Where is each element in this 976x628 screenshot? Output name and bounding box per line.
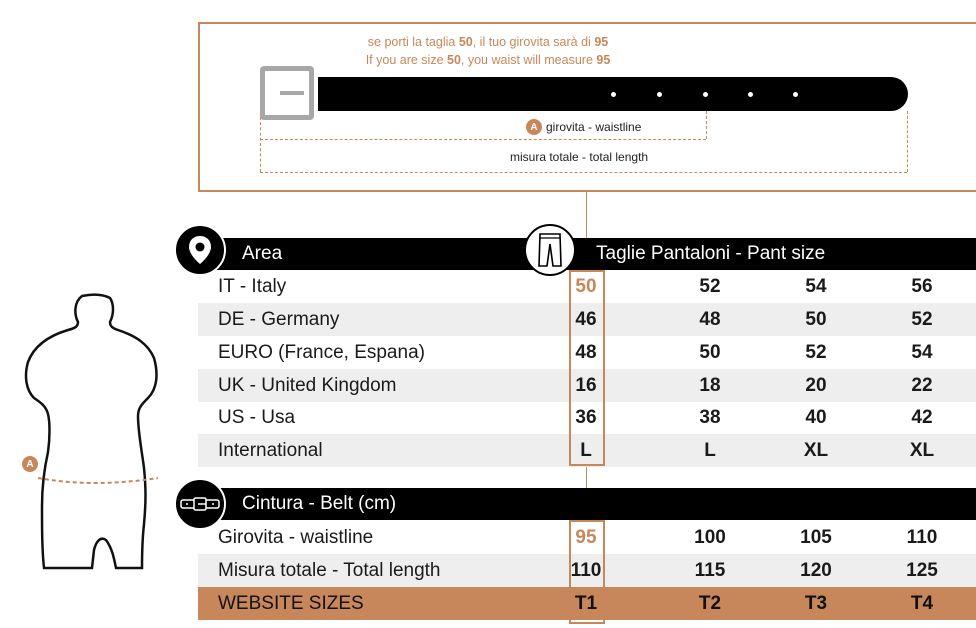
area-cell: UK - United Kingdom (218, 374, 397, 396)
waistline-label: girovita - waistline (546, 120, 642, 134)
area-cell: US - Usa (218, 406, 296, 428)
belt-hole (703, 92, 708, 97)
belt-cell: 105 (800, 526, 832, 548)
size-cell: 48 (575, 341, 597, 363)
caption-english (0, 53, 976, 67)
size-cell: 40 (805, 406, 827, 428)
size-cell: 52 (699, 275, 721, 297)
size-cell: 54 (805, 275, 827, 297)
area-cell: International (218, 439, 323, 461)
waistline-label-group (522, 119, 645, 135)
size-cell: 56 (911, 275, 933, 297)
badge-a-icon: A (22, 456, 38, 472)
belt-cell: 115 (694, 559, 726, 581)
website-sizes-label: WEBSITE SIZES (218, 592, 364, 614)
highlight-column-box (569, 520, 605, 624)
website-size-cell: T3 (804, 592, 828, 614)
size-cell: 52 (805, 341, 827, 363)
pant-size-header: Taglie Pantaloni - Pant size (596, 243, 826, 264)
size-cell: 38 (699, 406, 721, 428)
size-cell: XL (803, 439, 829, 461)
belt-hole (611, 92, 616, 97)
size-cell: 52 (911, 308, 933, 330)
pants-icon (524, 224, 576, 276)
caption-it-waist: 95 (594, 35, 609, 49)
caption-it-size: 50 (458, 35, 473, 49)
size-cell: 50 (805, 308, 827, 330)
size-cell: 46 (575, 308, 597, 330)
website-size-cell: T1 (574, 592, 598, 614)
belt-hole (793, 92, 798, 97)
total-length-left-line (260, 117, 261, 172)
area-header: Area (242, 243, 283, 264)
caption-en-text-2: , you waist will measure (460, 53, 597, 67)
website-size-cell: T2 (698, 592, 722, 614)
belt-cell: 110 (570, 559, 602, 581)
area-cell: DE - Germany (218, 308, 340, 330)
size-cell: 36 (575, 406, 597, 428)
area-cell: IT - Italy (218, 275, 287, 297)
size-cell: 42 (911, 406, 933, 428)
highlight-column-box (569, 270, 605, 466)
size-cell: XL (909, 439, 935, 461)
total-length-dimension-line (260, 172, 907, 173)
belt-row-label: Girovita - waistline (218, 526, 374, 548)
size-cell: 20 (805, 374, 827, 396)
belt-cell: 110 (906, 526, 938, 548)
buckle-prong (280, 91, 304, 95)
belt-hole (657, 92, 662, 97)
total-length-label: misura totale - total length (506, 150, 652, 164)
belt-header: Cintura - Belt (cm) (242, 493, 397, 514)
belt-hole (748, 92, 753, 97)
belt-cell: 120 (800, 559, 832, 581)
size-cell: L (704, 439, 716, 461)
caption-en-text-1: If you are size (365, 53, 447, 67)
belt-cell: 125 (906, 559, 938, 581)
pant-table-header-bar (198, 238, 976, 270)
size-cell: 18 (699, 374, 721, 396)
area-cell: EURO (France, Espana) (218, 341, 425, 363)
size-cell: 50 (699, 341, 721, 363)
waist-dimension-line (260, 139, 706, 140)
caption-it-text-2: , il tuo girovita sarà di (472, 35, 595, 49)
caption-en-waist: 95 (596, 53, 611, 67)
size-cell: L (580, 439, 592, 461)
size-cell: 50 (575, 275, 597, 297)
caption-italian (0, 35, 976, 49)
size-cell: 54 (911, 341, 933, 363)
badge-a-icon: A (526, 119, 542, 135)
belt-cell: 95 (575, 526, 597, 548)
size-cell: 48 (699, 308, 721, 330)
size-cell: 22 (911, 374, 933, 396)
caption-it-text-1: se porti la taglia (367, 35, 459, 49)
waist-right-line (706, 111, 707, 139)
belt-row-label: Misura totale - Total length (218, 559, 441, 581)
caption-en-size: 50 (447, 53, 461, 67)
map-pin-icon (174, 224, 226, 276)
total-length-right-line (907, 111, 908, 172)
size-cell: 16 (575, 374, 597, 396)
mannequin-icon (18, 288, 168, 583)
belt-cell: 100 (694, 526, 726, 548)
website-size-cell: T4 (910, 592, 934, 614)
